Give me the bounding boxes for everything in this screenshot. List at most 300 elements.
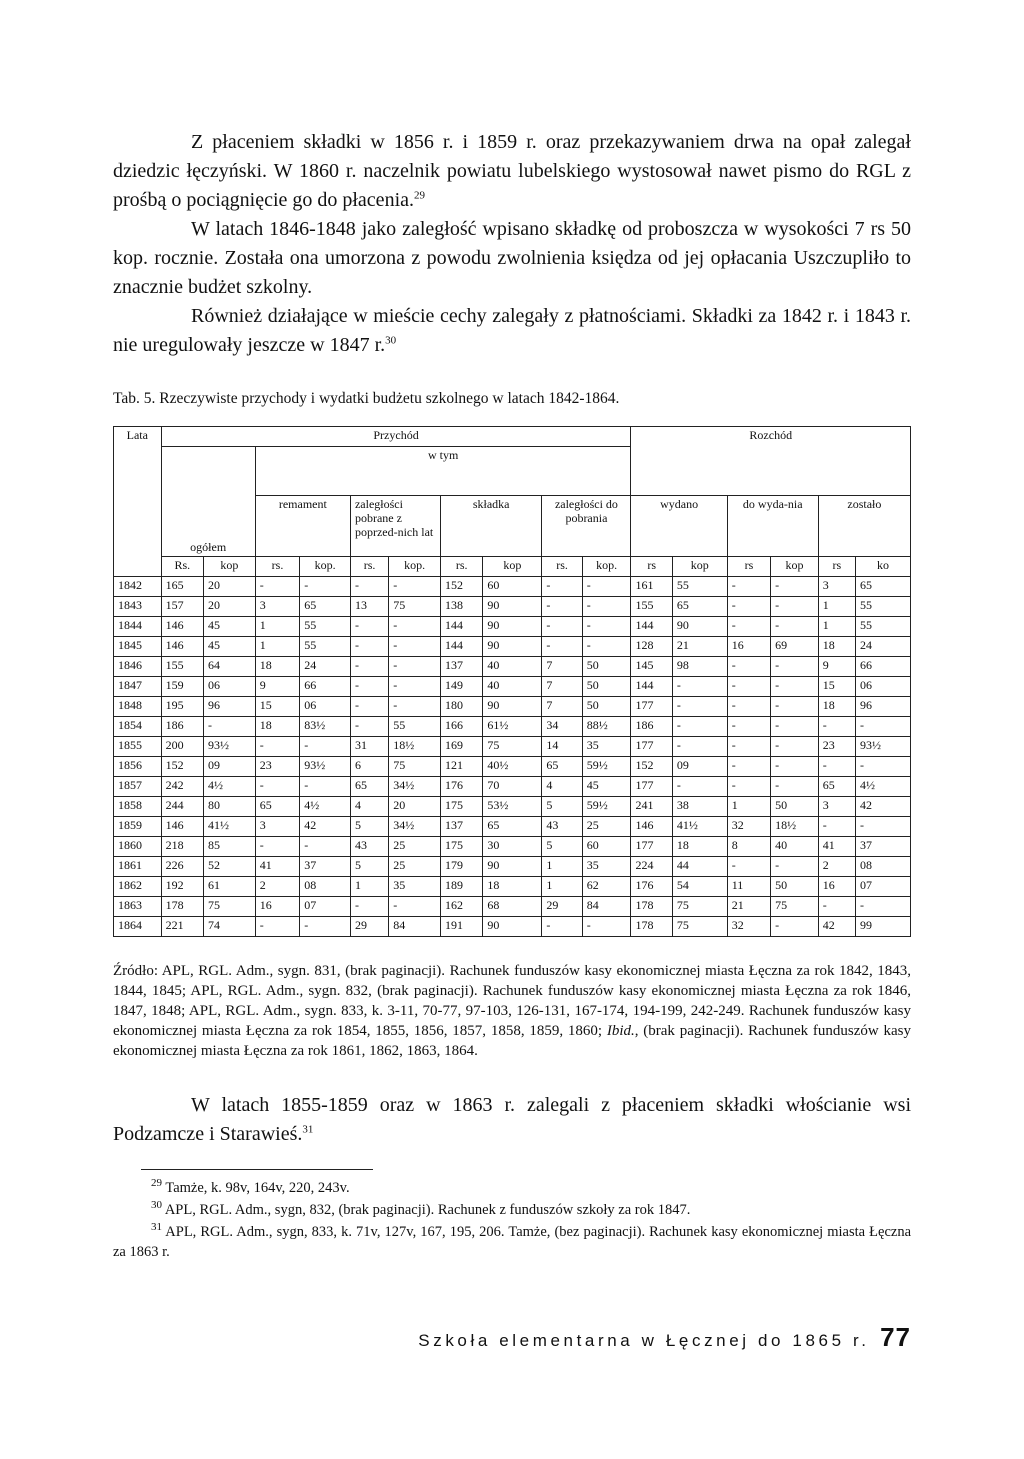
table-row bbox=[114, 597, 911, 617]
value-cell: - bbox=[771, 577, 819, 597]
value-cell: 62 bbox=[582, 877, 631, 897]
value-cell: 178 bbox=[161, 897, 203, 917]
source-note: Źródło: APL, RGL. Adm., sygn. 831, (brak paginacji). Rachunek funduszów kasy ekonomicznej miasta Łęczna za rok 1842, 1843, 1844, 1845; APL, RGL. Adm., sygn. 832, (brak paginacji). Rachunek funduszów kasy ekonomicznej miasta Łęczna za rok 1846, 1847, 1848; APL, RGL. Adm., sygn. 833, k. 3-11, 70-77, 97-103, 126-131, 167-174, 194-199, 242-249. Rachunek funduszów kasy ekonomicznej miasta Łęczna za rok 1854, 1855, 1856, 1857, 1858, 1859, 1860; Ibid., (brak paginacji). Rachunek funduszów kasy ekonomicznej miasta Łęczna za rok 1861, 1862, 1863, 1864. bbox=[113, 963, 912, 1059]
value-cell: 38 bbox=[672, 797, 727, 817]
value-cell: 14 bbox=[542, 737, 582, 757]
year-cell: 1863 bbox=[114, 897, 162, 917]
value-cell: 189 bbox=[440, 877, 482, 897]
year-cell: 1856 bbox=[114, 757, 162, 777]
value-cell: 90 bbox=[483, 597, 542, 617]
footnotes bbox=[113, 1178, 911, 1262]
value-cell: 18½ bbox=[771, 817, 819, 837]
value-cell: - bbox=[818, 817, 855, 837]
year-cell: 1846 bbox=[114, 657, 162, 677]
value-cell: 1 bbox=[818, 597, 855, 617]
value-cell: 65 bbox=[542, 757, 582, 777]
year-cell: 1862 bbox=[114, 877, 162, 897]
value-cell: 1 bbox=[350, 877, 388, 897]
value-cell: 25 bbox=[389, 837, 441, 857]
value-cell: - bbox=[300, 837, 351, 857]
value-cell: - bbox=[856, 817, 911, 837]
value-cell: - bbox=[771, 917, 819, 937]
value-cell: 74 bbox=[204, 917, 256, 937]
value-cell: 3 bbox=[818, 577, 855, 597]
value-cell: 55 bbox=[300, 617, 351, 637]
value-cell: 41½ bbox=[204, 817, 256, 837]
table-row bbox=[114, 817, 911, 837]
value-cell: - bbox=[727, 777, 770, 797]
header-lata: Lata bbox=[114, 427, 162, 577]
value-cell: - bbox=[582, 637, 631, 657]
value-cell: 08 bbox=[300, 877, 351, 897]
value-cell: 13 bbox=[350, 597, 388, 617]
value-cell: 23 bbox=[255, 757, 300, 777]
value-cell: 20 bbox=[204, 577, 256, 597]
budget-table bbox=[113, 426, 911, 937]
value-cell: - bbox=[672, 737, 727, 757]
value-cell: 59½ bbox=[582, 797, 631, 817]
value-cell: 186 bbox=[161, 717, 203, 737]
value-cell: - bbox=[771, 737, 819, 757]
value-cell: 06 bbox=[300, 697, 351, 717]
year-cell: 1842 bbox=[114, 577, 162, 597]
value-cell: - bbox=[771, 697, 819, 717]
unit-cell: rs bbox=[818, 557, 855, 577]
header-w-tym: w tym bbox=[255, 447, 631, 496]
value-cell: 69 bbox=[771, 637, 819, 657]
value-cell: - bbox=[727, 697, 770, 717]
value-cell: - bbox=[582, 577, 631, 597]
value-cell: 177 bbox=[631, 777, 672, 797]
header-skladka: składka bbox=[440, 496, 541, 557]
value-cell: 90 bbox=[672, 617, 727, 637]
value-cell: 90 bbox=[483, 917, 542, 937]
unit-cell: rs. bbox=[542, 557, 582, 577]
value-cell: - bbox=[389, 897, 441, 917]
value-cell: - bbox=[255, 737, 300, 757]
year-cell: 1855 bbox=[114, 737, 162, 757]
table-row bbox=[114, 657, 911, 677]
value-cell: 50 bbox=[582, 657, 631, 677]
table-row bbox=[114, 637, 911, 657]
value-cell: 4 bbox=[542, 777, 582, 797]
year-cell: 1857 bbox=[114, 777, 162, 797]
running-title: Szkoła elementarna w Łęcznej do 1865 r. bbox=[418, 1331, 870, 1350]
value-cell: 1 bbox=[818, 617, 855, 637]
units-row bbox=[114, 557, 911, 577]
value-cell: 40½ bbox=[483, 757, 542, 777]
value-cell: - bbox=[771, 717, 819, 737]
value-cell: 55 bbox=[856, 617, 911, 637]
value-cell: 1 bbox=[255, 637, 300, 657]
value-cell: - bbox=[255, 577, 300, 597]
value-cell: 06 bbox=[856, 677, 911, 697]
value-cell: 55 bbox=[389, 717, 441, 737]
value-cell: 177 bbox=[631, 697, 672, 717]
value-cell: 145 bbox=[631, 657, 672, 677]
value-cell: - bbox=[771, 617, 819, 637]
value-cell: - bbox=[727, 737, 770, 757]
value-cell: 31 bbox=[350, 737, 388, 757]
value-cell: 45 bbox=[204, 617, 256, 637]
value-cell: 41 bbox=[255, 857, 300, 877]
value-cell: 159 bbox=[161, 677, 203, 697]
value-cell: - bbox=[856, 717, 911, 737]
value-cell: 93½ bbox=[300, 757, 351, 777]
value-cell: 121 bbox=[440, 757, 482, 777]
year-cell: 1843 bbox=[114, 597, 162, 617]
value-cell: 32 bbox=[727, 817, 770, 837]
header-ogolem: ogółem bbox=[161, 447, 255, 557]
footnote-ref-29: 29 bbox=[414, 189, 425, 202]
value-cell: 55 bbox=[300, 637, 351, 657]
header-zaleglosci-pobrane: zaległości pobrane z poprzed-nich lat bbox=[350, 496, 440, 557]
value-cell: 152 bbox=[631, 757, 672, 777]
value-cell: 65 bbox=[856, 577, 911, 597]
value-cell: 29 bbox=[350, 917, 388, 937]
value-cell: 32 bbox=[727, 917, 770, 937]
table-row bbox=[114, 697, 911, 717]
value-cell: 241 bbox=[631, 797, 672, 817]
value-cell: 146 bbox=[161, 817, 203, 837]
value-cell: - bbox=[300, 777, 351, 797]
value-cell: 53½ bbox=[483, 797, 542, 817]
header-rozchod: Rozchód bbox=[631, 427, 911, 496]
value-cell: 7 bbox=[542, 677, 582, 697]
table-row bbox=[114, 717, 911, 737]
table-row bbox=[114, 777, 911, 797]
year-cell: 1860 bbox=[114, 837, 162, 857]
value-cell: 30 bbox=[483, 837, 542, 857]
value-cell: - bbox=[727, 677, 770, 697]
value-cell: 144 bbox=[631, 617, 672, 637]
value-cell: 37 bbox=[300, 857, 351, 877]
year-cell: 1858 bbox=[114, 797, 162, 817]
value-cell: - bbox=[389, 637, 441, 657]
value-cell: 152 bbox=[161, 757, 203, 777]
value-cell: - bbox=[771, 657, 819, 677]
table-row bbox=[114, 837, 911, 857]
value-cell: 5 bbox=[542, 837, 582, 857]
value-cell: 3 bbox=[255, 817, 300, 837]
value-cell: 244 bbox=[161, 797, 203, 817]
value-cell: 75 bbox=[771, 897, 819, 917]
value-cell: - bbox=[727, 577, 770, 597]
value-cell: 192 bbox=[161, 877, 203, 897]
value-cell: 35 bbox=[389, 877, 441, 897]
table-row bbox=[114, 757, 911, 777]
table-row bbox=[114, 797, 911, 817]
value-cell: 3 bbox=[818, 797, 855, 817]
value-cell: 66 bbox=[300, 677, 351, 697]
unit-cell: rs. bbox=[440, 557, 482, 577]
value-cell: - bbox=[771, 857, 819, 877]
paragraph-1: Z płaceniem składki w 1856 r. i 1859 r. oraz przekazywaniem drwa na opał zalegał dziedzic łęczyński. W 1860 r. naczelnik powiatu lubelskiego wystosował nawet pismo do RGL z prośbą o pociągnięcie go do płacenia.$^{29}$ bbox=[113, 131, 911, 211]
value-cell: 55 bbox=[856, 597, 911, 617]
value-cell: 18 bbox=[255, 657, 300, 677]
value-cell: 54 bbox=[672, 877, 727, 897]
value-cell: 4½ bbox=[204, 777, 256, 797]
value-cell: 195 bbox=[161, 697, 203, 717]
value-cell: 144 bbox=[440, 637, 482, 657]
value-cell: 65 bbox=[350, 777, 388, 797]
value-cell: - bbox=[818, 717, 855, 737]
unit-cell: Rs. bbox=[161, 557, 203, 577]
value-cell: 146 bbox=[161, 617, 203, 637]
paragraph-3: Również działające w mieście cechy zalegały z płatnościami. Składki za 1842 r. i 1843 r. nie uregulowały jeszcze w 1847 r.$^{30}$ bbox=[113, 305, 911, 356]
footnote-separator bbox=[141, 1169, 373, 1170]
value-cell: - bbox=[255, 917, 300, 937]
table-row bbox=[114, 677, 911, 697]
value-cell: 11 bbox=[727, 877, 770, 897]
value-cell: 50 bbox=[771, 877, 819, 897]
value-cell: - bbox=[856, 757, 911, 777]
value-cell: 88½ bbox=[582, 717, 631, 737]
value-cell: 50 bbox=[771, 797, 819, 817]
value-cell: 65 bbox=[483, 817, 542, 837]
value-cell: - bbox=[582, 917, 631, 937]
year-cell: 1848 bbox=[114, 697, 162, 717]
value-cell: - bbox=[389, 617, 441, 637]
value-cell: 40 bbox=[483, 677, 542, 697]
unit-cell: kop. bbox=[582, 557, 631, 577]
value-cell: - bbox=[672, 717, 727, 737]
value-cell: 43 bbox=[542, 817, 582, 837]
value-cell: 15 bbox=[255, 697, 300, 717]
value-cell: 80 bbox=[204, 797, 256, 817]
value-cell: 165 bbox=[161, 577, 203, 597]
value-cell: 42 bbox=[818, 917, 855, 937]
value-cell: 75 bbox=[483, 737, 542, 757]
value-cell: - bbox=[300, 737, 351, 757]
value-cell: 18 bbox=[672, 837, 727, 857]
value-cell: - bbox=[350, 577, 388, 597]
table-row bbox=[114, 897, 911, 917]
value-cell: - bbox=[389, 657, 441, 677]
table-row bbox=[114, 917, 911, 937]
value-cell: 162 bbox=[440, 897, 482, 917]
unit-cell: kop bbox=[771, 557, 819, 577]
value-cell: 21 bbox=[672, 637, 727, 657]
value-cell: 24 bbox=[856, 637, 911, 657]
value-cell: - bbox=[542, 637, 582, 657]
value-cell: 99 bbox=[856, 917, 911, 937]
unit-cell: rs bbox=[727, 557, 770, 577]
value-cell: - bbox=[350, 637, 388, 657]
value-cell: 18 bbox=[255, 717, 300, 737]
value-cell: - bbox=[389, 677, 441, 697]
value-cell: 149 bbox=[440, 677, 482, 697]
value-cell: 137 bbox=[440, 817, 482, 837]
value-cell: 18 bbox=[483, 877, 542, 897]
value-cell: - bbox=[771, 757, 819, 777]
value-cell: 23 bbox=[818, 737, 855, 757]
value-cell: 138 bbox=[440, 597, 482, 617]
value-cell: - bbox=[542, 597, 582, 617]
table-row bbox=[114, 617, 911, 637]
value-cell: 90 bbox=[483, 617, 542, 637]
unit-cell: kop bbox=[672, 557, 727, 577]
value-cell: 1 bbox=[542, 857, 582, 877]
value-cell: 96 bbox=[204, 697, 256, 717]
value-cell: 65 bbox=[672, 597, 727, 617]
value-cell: 144 bbox=[440, 617, 482, 637]
value-cell: 2 bbox=[818, 857, 855, 877]
value-cell: - bbox=[727, 597, 770, 617]
value-cell: 169 bbox=[440, 737, 482, 757]
paragraph-4: W latach 1855-1859 oraz w 1863 r. zalegali z płaceniem składki włościanie wsi Podzamcze i Starawieś.$^{31}$ bbox=[113, 1094, 911, 1145]
value-cell: 175 bbox=[440, 837, 482, 857]
value-cell: 24 bbox=[300, 657, 351, 677]
value-cell: 59½ bbox=[582, 757, 631, 777]
value-cell: 152 bbox=[440, 577, 482, 597]
table-row bbox=[114, 857, 911, 877]
value-cell: - bbox=[350, 717, 388, 737]
value-cell: - bbox=[350, 677, 388, 697]
value-cell: 200 bbox=[161, 737, 203, 757]
value-cell: 176 bbox=[631, 877, 672, 897]
value-cell: 98 bbox=[672, 657, 727, 677]
value-cell: 144 bbox=[631, 677, 672, 697]
value-cell: 61 bbox=[204, 877, 256, 897]
value-cell: 06 bbox=[204, 677, 256, 697]
value-cell: 221 bbox=[161, 917, 203, 937]
year-cell: 1847 bbox=[114, 677, 162, 697]
value-cell: 34 bbox=[542, 717, 582, 737]
value-cell: - bbox=[255, 837, 300, 857]
value-cell: - bbox=[542, 577, 582, 597]
value-cell: - bbox=[672, 677, 727, 697]
value-cell: 25 bbox=[389, 857, 441, 877]
value-cell: 34½ bbox=[389, 817, 441, 837]
value-cell: 65 bbox=[818, 777, 855, 797]
value-cell: 50 bbox=[582, 677, 631, 697]
value-cell: 43 bbox=[350, 837, 388, 857]
value-cell: 8 bbox=[727, 837, 770, 857]
value-cell: 64 bbox=[204, 657, 256, 677]
value-cell: 75 bbox=[204, 897, 256, 917]
value-cell: 179 bbox=[440, 857, 482, 877]
value-cell: 1 bbox=[727, 797, 770, 817]
value-cell: 07 bbox=[300, 897, 351, 917]
value-cell: 40 bbox=[483, 657, 542, 677]
value-cell: 61½ bbox=[483, 717, 542, 737]
value-cell: - bbox=[727, 657, 770, 677]
value-cell: - bbox=[818, 897, 855, 917]
value-cell: 166 bbox=[440, 717, 482, 737]
value-cell: - bbox=[856, 897, 911, 917]
value-cell: 18 bbox=[818, 637, 855, 657]
value-cell: 44 bbox=[672, 857, 727, 877]
value-cell: 60 bbox=[483, 577, 542, 597]
value-cell: 218 bbox=[161, 837, 203, 857]
value-cell: 75 bbox=[672, 917, 727, 937]
year-cell: 1861 bbox=[114, 857, 162, 877]
header-zaleglosci-do-pobrania: zaległości do pobrania bbox=[542, 496, 631, 557]
year-cell: 1854 bbox=[114, 717, 162, 737]
value-cell: 68 bbox=[483, 897, 542, 917]
value-cell: - bbox=[771, 677, 819, 697]
unit-cell: rs. bbox=[255, 557, 300, 577]
value-cell: 15 bbox=[818, 677, 855, 697]
value-cell: 177 bbox=[631, 837, 672, 857]
paragraph-2: W latach 1846-1848 jako zaległość wpisano składkę od proboszcza w wysokości 7 rs 50 kop. rocznie. Została ona umorzona z powodu zwolnienia księdza od jej opłacania Uszczupliło to znacznie budżet szkolny. bbox=[113, 218, 911, 298]
value-cell: 224 bbox=[631, 857, 672, 877]
value-cell: 2 bbox=[255, 877, 300, 897]
value-cell: - bbox=[672, 697, 727, 717]
value-cell: 4 bbox=[350, 797, 388, 817]
value-cell: 21 bbox=[727, 897, 770, 917]
value-cell: - bbox=[300, 917, 351, 937]
value-cell: 20 bbox=[204, 597, 256, 617]
unit-cell: kop. bbox=[389, 557, 441, 577]
value-cell: - bbox=[771, 777, 819, 797]
value-cell: 3 bbox=[255, 597, 300, 617]
year-cell: 1844 bbox=[114, 617, 162, 637]
value-cell: 5 bbox=[542, 797, 582, 817]
unit-cell: rs bbox=[631, 557, 672, 577]
value-cell: 42 bbox=[856, 797, 911, 817]
value-cell: - bbox=[204, 717, 256, 737]
value-cell: 157 bbox=[161, 597, 203, 617]
value-cell: 70 bbox=[483, 777, 542, 797]
unit-cell: kop. bbox=[300, 557, 351, 577]
value-cell: 08 bbox=[856, 857, 911, 877]
header-przychod: Przychód bbox=[161, 427, 631, 447]
value-cell: 16 bbox=[255, 897, 300, 917]
value-cell: 9 bbox=[818, 657, 855, 677]
value-cell: - bbox=[389, 577, 441, 597]
unit-cell: rs. bbox=[350, 557, 388, 577]
value-cell: 84 bbox=[582, 897, 631, 917]
unit-cell: kop bbox=[204, 557, 256, 577]
value-cell: 175 bbox=[440, 797, 482, 817]
value-cell: 07 bbox=[856, 877, 911, 897]
table-row bbox=[114, 577, 911, 597]
value-cell: - bbox=[350, 697, 388, 717]
value-cell: 55 bbox=[672, 577, 727, 597]
value-cell: 93½ bbox=[856, 737, 911, 757]
value-cell: 128 bbox=[631, 637, 672, 657]
value-cell: 09 bbox=[204, 757, 256, 777]
value-cell: 7 bbox=[542, 697, 582, 717]
value-cell: - bbox=[818, 757, 855, 777]
header-zostalo: zostało bbox=[818, 496, 910, 557]
table-body bbox=[114, 577, 911, 937]
value-cell: 178 bbox=[631, 917, 672, 937]
unit-cell: kop bbox=[483, 557, 542, 577]
value-cell: 16 bbox=[727, 637, 770, 657]
value-cell: 37 bbox=[856, 837, 911, 857]
header-do-wydania: do wyda-nia bbox=[727, 496, 818, 557]
value-cell: 25 bbox=[582, 817, 631, 837]
value-cell: - bbox=[300, 577, 351, 597]
value-cell: 90 bbox=[483, 697, 542, 717]
header-remament: remament bbox=[255, 496, 350, 557]
value-cell: 35 bbox=[582, 857, 631, 877]
value-cell: 45 bbox=[582, 777, 631, 797]
value-cell: - bbox=[727, 617, 770, 637]
year-cell: 1845 bbox=[114, 637, 162, 657]
value-cell: 84 bbox=[389, 917, 441, 937]
value-cell: 60 bbox=[582, 837, 631, 857]
value-cell: 34½ bbox=[389, 777, 441, 797]
value-cell: 52 bbox=[204, 857, 256, 877]
value-cell: - bbox=[672, 777, 727, 797]
value-cell: 180 bbox=[440, 697, 482, 717]
value-cell: 5 bbox=[350, 857, 388, 877]
value-cell: 90 bbox=[483, 637, 542, 657]
